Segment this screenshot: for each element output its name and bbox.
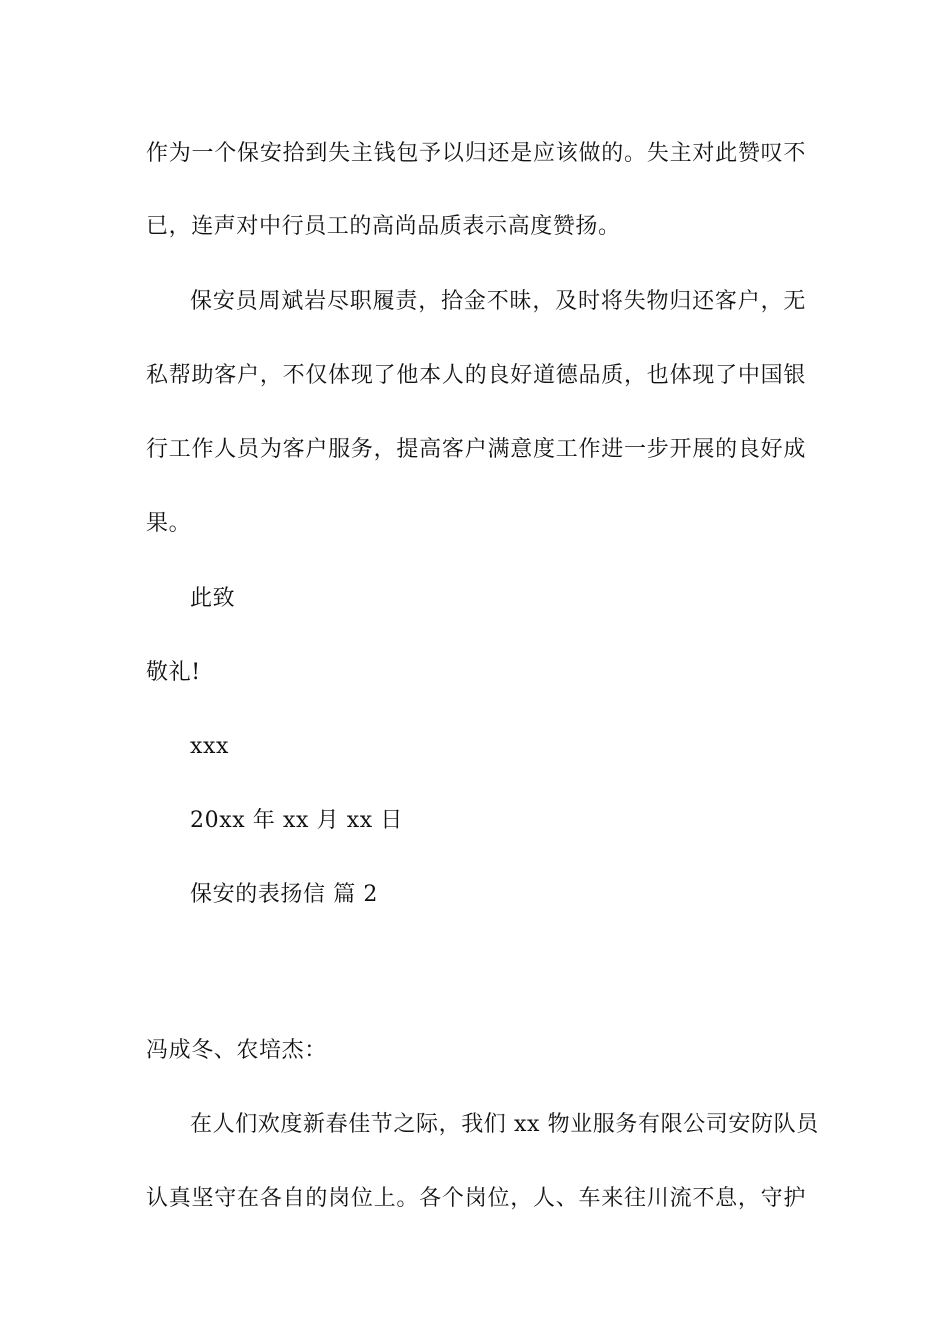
signature: xxx xyxy=(190,734,230,759)
text-line-13: 在人们欢度新春佳节之际，我们 xx 物业服务有限公司安防队员 xyxy=(190,1112,819,1137)
text-line-2: 已，连声对中行员工的高尚品质表示高度赞扬。 xyxy=(146,214,621,239)
section-title: 保安的表扬信 篇 2 xyxy=(190,882,378,907)
recipient-line: 冯成冬、农培杰： xyxy=(146,1038,327,1063)
text-line-1: 作为一个保安拾到失主钱包予以归还是应该做的。失主对此赞叹不 xyxy=(146,141,806,166)
closing-salutation: 此致 xyxy=(190,586,236,611)
text-line-5: 行工作人员为客户服务，提高客户满意度工作进一步开展的良好成 xyxy=(146,437,806,462)
text-line-6: 果。 xyxy=(146,511,192,536)
text-line-4: 私帮助客户，不仅体现了他本人的良好道德品质，也体现了中国银 xyxy=(146,363,806,388)
closing-regards: 敬礼! xyxy=(146,660,201,685)
text-line-14: 认真坚守在各自的岗位上。各个岗位，人、车来往川流不息，守护 xyxy=(146,1186,806,1211)
text-line-3: 保安员周斌岩尽职履责，拾金不昧，及时将失物归还客户，无 xyxy=(190,289,806,314)
date-line: 20xx 年 xx 月 xx 日 xyxy=(190,808,404,833)
